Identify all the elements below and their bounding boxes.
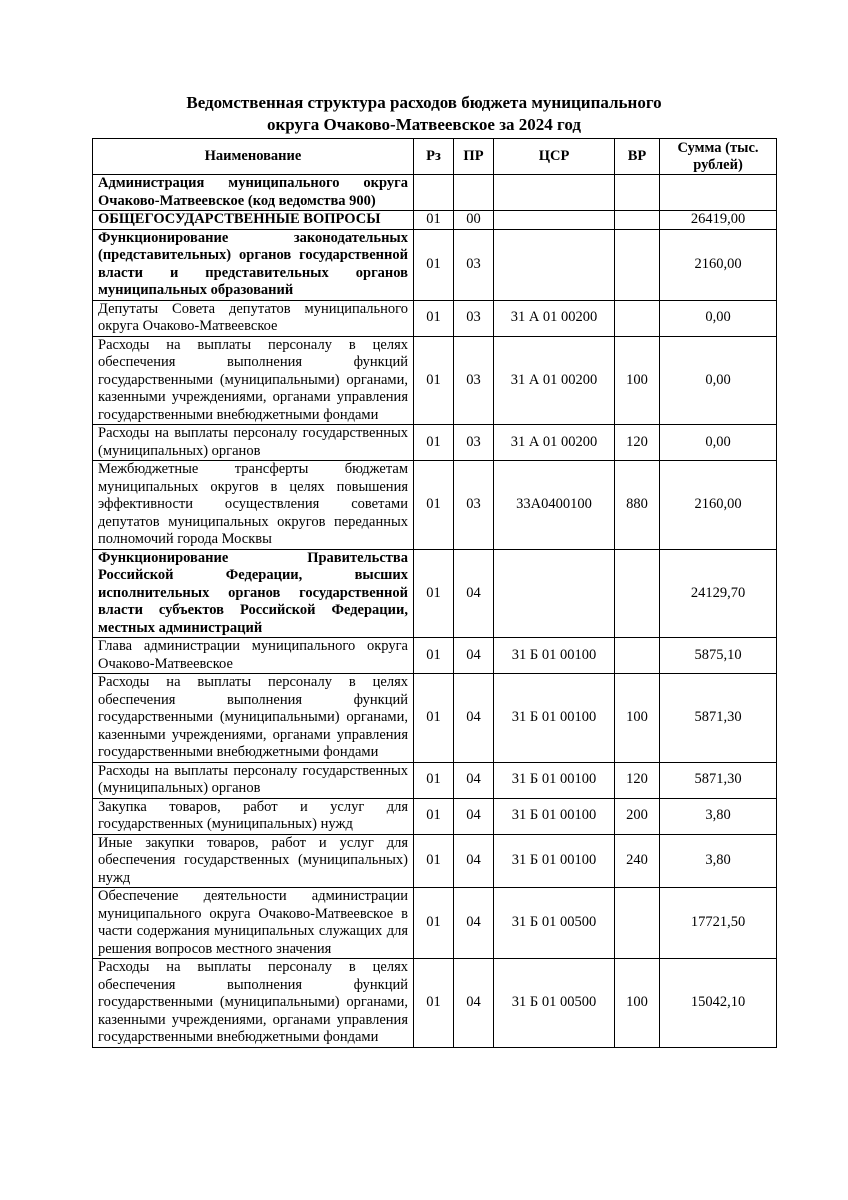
header-vr: ВР — [615, 139, 660, 175]
row-name-cell: Закупка товаров, работ и услуг для государственных (муниципальных) нужд — [93, 798, 414, 834]
row-pr-cell: 03 — [454, 336, 494, 425]
document-title — [60, 92, 788, 136]
row-name-cell: Расходы на выплаты персоналу государственных (муниципальных) органов — [93, 762, 414, 798]
row-rz-cell: 01 — [414, 762, 454, 798]
row-name-cell: Расходы на выплаты персоналу государственных (муниципальных) органов — [93, 425, 414, 461]
row-name-cell: Функционирование законодательных (представительных) органов государственной власти и представительных органов муниципальных образований — [93, 229, 414, 300]
row-rz-cell: 01 — [414, 834, 454, 888]
row-rz-cell: 01 — [414, 229, 454, 300]
row-name-cell: ОБЩЕГОСУДАРСТВЕННЫЕ ВОПРОСЫ — [93, 211, 414, 230]
row-vr-cell — [615, 888, 660, 959]
row-rz-cell: 01 — [414, 425, 454, 461]
row-vr-cell — [615, 211, 660, 230]
row-pr-cell: 00 — [454, 211, 494, 230]
row-csr-cell — [494, 175, 615, 211]
row-csr-cell: 31 Б 01 00100 — [494, 674, 615, 763]
row-csr-cell: 31 Б 01 00100 — [494, 798, 615, 834]
row-vr-cell: 100 — [615, 336, 660, 425]
row-vr-cell — [615, 549, 660, 638]
row-pr-cell: 03 — [454, 425, 494, 461]
row-pr-cell: 04 — [454, 834, 494, 888]
row-csr-cell: 31 А 01 00200 — [494, 425, 615, 461]
row-csr-cell: 31 Б 01 00100 — [494, 762, 615, 798]
table-row — [93, 300, 777, 336]
row-vr-cell: 100 — [615, 674, 660, 763]
header-name: Наименование — [93, 139, 414, 175]
title-line-2: округа Очаково-Матвеевское за 2024 год — [267, 115, 581, 134]
table-row — [93, 175, 777, 211]
table-row — [93, 211, 777, 230]
table-row — [93, 638, 777, 674]
row-rz-cell: 01 — [414, 888, 454, 959]
row-rz-cell — [414, 175, 454, 211]
row-vr-cell — [615, 229, 660, 300]
row-vr-cell — [615, 300, 660, 336]
row-pr-cell: 03 — [454, 461, 494, 550]
row-rz-cell: 01 — [414, 674, 454, 763]
row-csr-cell — [494, 211, 615, 230]
table-row — [93, 959, 777, 1048]
row-rz-cell: 01 — [414, 461, 454, 550]
row-sum-cell: 0,00 — [660, 336, 777, 425]
table-row — [93, 888, 777, 959]
row-csr-cell: 31 Б 01 00100 — [494, 638, 615, 674]
row-pr-cell: 04 — [454, 798, 494, 834]
row-sum-cell: 15042,10 — [660, 959, 777, 1048]
row-csr-cell — [494, 549, 615, 638]
table-row — [93, 336, 777, 425]
row-pr-cell: 03 — [454, 300, 494, 336]
row-vr-cell: 200 — [615, 798, 660, 834]
row-name-cell: Расходы на выплаты персоналу в целях обеспечения выполнения функций государственными (муниципальными) органами, казенными учреждениями, органами управления государственными внебюджетными фондами — [93, 959, 414, 1048]
header-pr: ПР — [454, 139, 494, 175]
row-vr-cell: 100 — [615, 959, 660, 1048]
row-sum-cell: 2160,00 — [660, 461, 777, 550]
row-sum-cell: 17721,50 — [660, 888, 777, 959]
row-rz-cell: 01 — [414, 549, 454, 638]
table-row — [93, 762, 777, 798]
row-name-cell: Глава администрации муниципального округа Очаково-Матвеевское — [93, 638, 414, 674]
row-sum-cell: 0,00 — [660, 425, 777, 461]
row-name-cell: Депутаты Совета депутатов муниципального округа Очаково-Матвеевское — [93, 300, 414, 336]
row-sum-cell: 2160,00 — [660, 229, 777, 300]
row-csr-cell: 31 А 01 00200 — [494, 300, 615, 336]
row-vr-cell — [615, 638, 660, 674]
row-name-cell: Обеспечение деятельности администрации муниципального округа Очаково-Матвеевское в части содержания муниципальных служащих для решения вопросов местного значения — [93, 888, 414, 959]
row-csr-cell: 31 Б 01 00500 — [494, 959, 615, 1048]
row-sum-cell: 5875,10 — [660, 638, 777, 674]
row-rz-cell: 01 — [414, 211, 454, 230]
row-csr-cell: 31 Б 01 00500 — [494, 888, 615, 959]
row-vr-cell — [615, 175, 660, 211]
row-pr-cell: 03 — [454, 229, 494, 300]
row-pr-cell: 04 — [454, 959, 494, 1048]
table-body — [93, 175, 777, 1048]
row-name-cell: Межбюджетные трансферты бюджетам муниципальных округов в целях повышения эффективности осуществления советами депутатов муниципальных округов переданных полномочий города Москвы — [93, 461, 414, 550]
table-header-row — [93, 139, 777, 175]
row-name-cell: Расходы на выплаты персоналу в целях обеспечения выполнения функций государственными (муниципальными) органами, казенными учреждениями, органами управления государственными внебюджетными фондами — [93, 674, 414, 763]
row-csr-cell: 31 А 01 00200 — [494, 336, 615, 425]
row-sum-cell: 26419,00 — [660, 211, 777, 230]
table-row — [93, 229, 777, 300]
row-csr-cell: 31 Б 01 00100 — [494, 834, 615, 888]
table-row — [93, 834, 777, 888]
row-csr-cell: 33А0400100 — [494, 461, 615, 550]
row-rz-cell: 01 — [414, 336, 454, 425]
row-sum-cell: 3,80 — [660, 798, 777, 834]
row-name-cell: Администрация муниципального округа Очаково-Матвеевское (код ведомства 900) — [93, 175, 414, 211]
row-pr-cell: 04 — [454, 888, 494, 959]
row-pr-cell: 04 — [454, 638, 494, 674]
row-rz-cell: 01 — [414, 959, 454, 1048]
table-row — [93, 798, 777, 834]
row-pr-cell: 04 — [454, 674, 494, 763]
table-row — [93, 674, 777, 763]
table-row — [93, 549, 777, 638]
row-rz-cell: 01 — [414, 798, 454, 834]
row-sum-cell: 3,80 — [660, 834, 777, 888]
table-row — [93, 461, 777, 550]
row-csr-cell — [494, 229, 615, 300]
row-pr-cell: 04 — [454, 549, 494, 638]
title-line-1: Ведомственная структура расходов бюджета муниципального — [186, 93, 662, 112]
row-name-cell: Иные закупки товаров, работ и услуг для обеспечения государственных (муниципальных) нужд — [93, 834, 414, 888]
row-vr-cell: 120 — [615, 762, 660, 798]
row-sum-cell — [660, 175, 777, 211]
header-sum: Сумма (тыс. рублей) — [660, 139, 777, 175]
budget-table — [92, 138, 777, 1048]
row-rz-cell: 01 — [414, 638, 454, 674]
table-row — [93, 425, 777, 461]
row-vr-cell: 880 — [615, 461, 660, 550]
row-sum-cell: 5871,30 — [660, 762, 777, 798]
header-rz: Рз — [414, 139, 454, 175]
row-sum-cell: 0,00 — [660, 300, 777, 336]
row-sum-cell: 5871,30 — [660, 674, 777, 763]
row-pr-cell: 04 — [454, 762, 494, 798]
header-csr: ЦСР — [494, 139, 615, 175]
row-vr-cell: 120 — [615, 425, 660, 461]
row-rz-cell: 01 — [414, 300, 454, 336]
row-vr-cell: 240 — [615, 834, 660, 888]
row-pr-cell — [454, 175, 494, 211]
row-name-cell: Функционирование Правительства Российской Федерации, высших исполнительных органов государственной власти субъектов Российской Федерации, местных администраций — [93, 549, 414, 638]
row-sum-cell: 24129,70 — [660, 549, 777, 638]
row-name-cell: Расходы на выплаты персоналу в целях обеспечения выполнения функций государственными (муниципальными) органами, казенными учреждениями, органами управления государственными внебюджетными фондами — [93, 336, 414, 425]
